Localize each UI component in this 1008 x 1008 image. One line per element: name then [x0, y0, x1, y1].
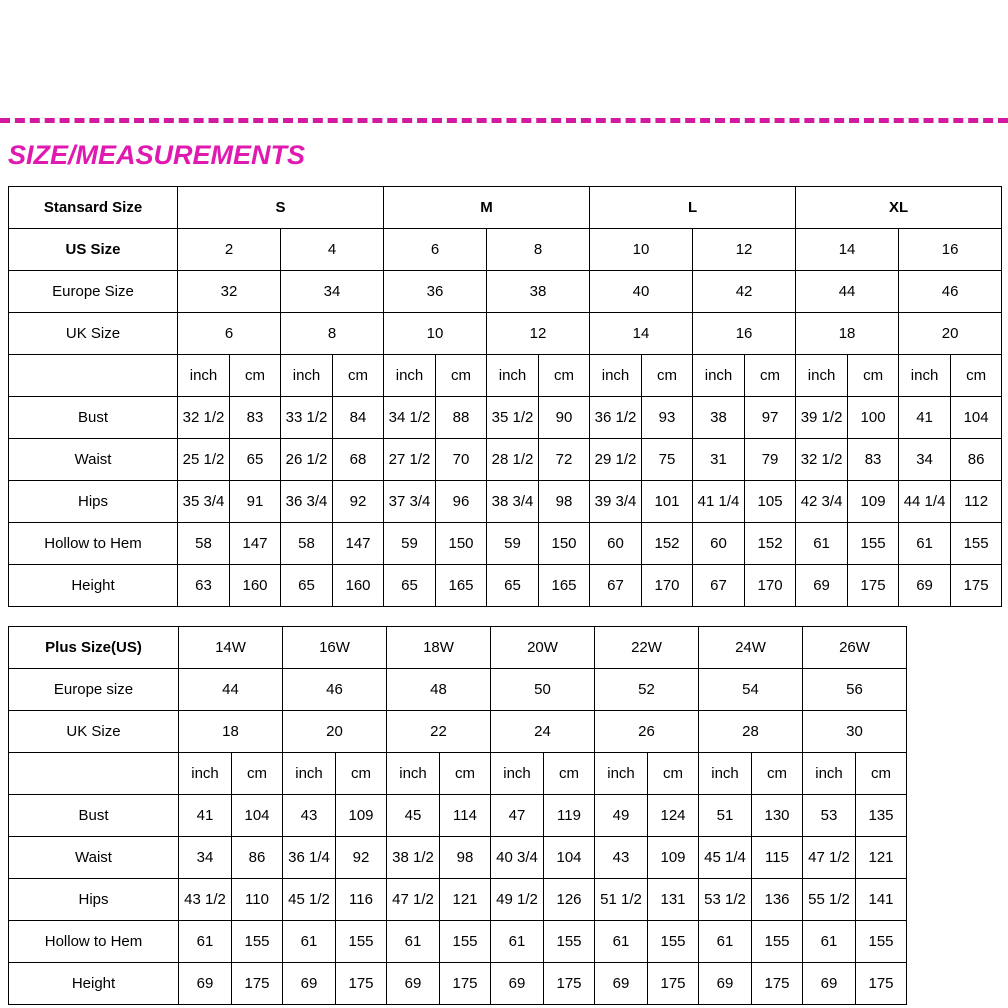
cell: 51: [699, 795, 752, 837]
cell: 6: [384, 229, 487, 271]
group-header-s: S: [178, 187, 384, 229]
cell: 175: [951, 565, 1002, 607]
cell: 41: [899, 397, 951, 439]
cell: 45 1/4: [699, 837, 752, 879]
unit-cell: cm: [440, 753, 491, 795]
cell: 46: [283, 669, 387, 711]
cell: 160: [333, 565, 384, 607]
cell: 58: [178, 523, 230, 565]
cell: 33 1/2: [281, 397, 333, 439]
cell: 25 1/2: [178, 439, 230, 481]
cell: 155: [440, 921, 491, 963]
cell: 40 3/4: [491, 837, 544, 879]
cell: 155: [336, 921, 387, 963]
table-row-europe-size: [9, 271, 1002, 313]
cell: 155: [848, 523, 899, 565]
cell: 49 1/2: [491, 879, 544, 921]
row-label: Hips: [9, 481, 178, 523]
cell: 69: [595, 963, 648, 1005]
row-label: Height: [9, 963, 179, 1005]
cell: 96: [436, 481, 487, 523]
cell: 36 1/4: [283, 837, 336, 879]
cell: 63: [178, 565, 230, 607]
cell: 61: [803, 921, 856, 963]
row-label-empty: [9, 355, 178, 397]
plus-size-header: 24W: [699, 627, 803, 669]
cell: 101: [642, 481, 693, 523]
cell: 61: [699, 921, 752, 963]
row-label-empty: [9, 753, 179, 795]
cell: 58: [281, 523, 333, 565]
cell: 40: [590, 271, 693, 313]
cell: 65: [281, 565, 333, 607]
cell: 27 1/2: [384, 439, 436, 481]
group-header-m: M: [384, 187, 590, 229]
cell: 41 1/4: [693, 481, 745, 523]
unit-cell: inch: [491, 753, 544, 795]
cell: 69: [699, 963, 752, 1005]
cell: 116: [336, 879, 387, 921]
unit-cell: cm: [856, 753, 907, 795]
cell: 42: [693, 271, 796, 313]
cell: 39 3/4: [590, 481, 642, 523]
cell: 20: [899, 313, 1002, 355]
table-row-units: [9, 753, 907, 795]
cell: 131: [648, 879, 699, 921]
unit-cell: cm: [539, 355, 590, 397]
cell: 147: [333, 523, 384, 565]
cell: 32 1/2: [178, 397, 230, 439]
table-row-hips: [9, 481, 1002, 523]
cell: 32: [178, 271, 281, 313]
cell: 175: [336, 963, 387, 1005]
cell: 65: [384, 565, 436, 607]
row-label: Hollow to Hem: [9, 921, 179, 963]
cell: 43: [595, 837, 648, 879]
table-row-height: [9, 963, 907, 1005]
plus-size-header: 18W: [387, 627, 491, 669]
cell: 91: [230, 481, 281, 523]
cell: 61: [179, 921, 232, 963]
cell: 4: [281, 229, 384, 271]
cell: 26 1/2: [281, 439, 333, 481]
cell: 47 1/2: [387, 879, 440, 921]
cell: 79: [745, 439, 796, 481]
table-row-us-size: [9, 229, 1002, 271]
cell: 14: [590, 313, 693, 355]
cell: 49: [595, 795, 648, 837]
row-label: US Size: [9, 229, 178, 271]
cell: 109: [848, 481, 899, 523]
cell: 155: [232, 921, 283, 963]
cell: 69: [491, 963, 544, 1005]
cell: 44: [796, 271, 899, 313]
cell: 170: [642, 565, 693, 607]
row-label: Europe Size: [9, 271, 178, 313]
dashed-divider: [0, 118, 1008, 123]
cell: 45 1/2: [283, 879, 336, 921]
cell: 92: [333, 481, 384, 523]
cell: 16: [899, 229, 1002, 271]
cell: 35 3/4: [178, 481, 230, 523]
plus-size-header: 20W: [491, 627, 595, 669]
cell: 175: [648, 963, 699, 1005]
unit-cell: cm: [544, 753, 595, 795]
cell: 44: [179, 669, 283, 711]
cell: 112: [951, 481, 1002, 523]
unit-cell: inch: [595, 753, 648, 795]
unit-cell: cm: [230, 355, 281, 397]
cell: 61: [491, 921, 544, 963]
cell: 39 1/2: [796, 397, 848, 439]
cell: 26: [595, 711, 699, 753]
row-label: UK Size: [9, 711, 179, 753]
cell: 109: [648, 837, 699, 879]
cell: 34: [899, 439, 951, 481]
table-row-group-header: [9, 187, 1002, 229]
row-label: Waist: [9, 837, 179, 879]
row-label: UK Size: [9, 313, 178, 355]
row-label: Waist: [9, 439, 178, 481]
unit-cell: cm: [336, 753, 387, 795]
cell: 45: [387, 795, 440, 837]
plus-size-header: 22W: [595, 627, 699, 669]
cell: 86: [232, 837, 283, 879]
cell: 109: [336, 795, 387, 837]
cell: 155: [752, 921, 803, 963]
cell: 165: [539, 565, 590, 607]
cell: 110: [232, 879, 283, 921]
cell: 114: [440, 795, 491, 837]
cell: 47: [491, 795, 544, 837]
cell: 65: [487, 565, 539, 607]
cell: 61: [387, 921, 440, 963]
cell: 30: [803, 711, 907, 753]
cell: 75: [642, 439, 693, 481]
cell: 67: [590, 565, 642, 607]
cell: 61: [283, 921, 336, 963]
corner-label: Plus Size(US): [9, 627, 179, 669]
cell: 69: [387, 963, 440, 1005]
cell: 98: [440, 837, 491, 879]
cell: 44 1/4: [899, 481, 951, 523]
cell: 8: [487, 229, 590, 271]
table-row-hips: [9, 879, 907, 921]
table-row-uk-size: [9, 711, 907, 753]
table-row-europe-size: [9, 669, 907, 711]
cell: 52: [595, 669, 699, 711]
cell: 12: [693, 229, 796, 271]
cell: 38: [487, 271, 590, 313]
unit-cell: inch: [281, 355, 333, 397]
table-row-bust: [9, 795, 907, 837]
unit-cell: inch: [693, 355, 745, 397]
cell: 29 1/2: [590, 439, 642, 481]
cell: 38: [693, 397, 745, 439]
row-label: Hollow to Hem: [9, 523, 178, 565]
cell: 18: [179, 711, 283, 753]
unit-cell: cm: [436, 355, 487, 397]
cell: 34: [179, 837, 232, 879]
cell: 53: [803, 795, 856, 837]
unit-cell: cm: [648, 753, 699, 795]
unit-cell: cm: [745, 355, 796, 397]
cell: 155: [856, 921, 907, 963]
cell: 83: [848, 439, 899, 481]
cell: 42 3/4: [796, 481, 848, 523]
cell: 61: [796, 523, 848, 565]
group-header-xl: XL: [796, 187, 1002, 229]
group-header-l: L: [590, 187, 796, 229]
unit-cell: inch: [178, 355, 230, 397]
cell: 61: [595, 921, 648, 963]
cell: 147: [230, 523, 281, 565]
cell: 18: [796, 313, 899, 355]
cell: 6: [178, 313, 281, 355]
cell: 12: [487, 313, 590, 355]
unit-cell: inch: [590, 355, 642, 397]
cell: 88: [436, 397, 487, 439]
cell: 56: [803, 669, 907, 711]
cell: 60: [693, 523, 745, 565]
cell: 36: [384, 271, 487, 313]
cell: 165: [436, 565, 487, 607]
cell: 14: [796, 229, 899, 271]
cell: 175: [232, 963, 283, 1005]
cell: 69: [899, 565, 951, 607]
cell: 53 1/2: [699, 879, 752, 921]
cell: 60: [590, 523, 642, 565]
cell: 20: [283, 711, 387, 753]
cell: 86: [951, 439, 1002, 481]
unit-cell: cm: [642, 355, 693, 397]
cell: 70: [436, 439, 487, 481]
cell: 115: [752, 837, 803, 879]
unit-cell: cm: [333, 355, 384, 397]
cell: 175: [544, 963, 595, 1005]
cell: 69: [796, 565, 848, 607]
table-row-uk-size: [9, 313, 1002, 355]
plus-size-table: [8, 626, 907, 1005]
cell: 126: [544, 879, 595, 921]
cell: 35 1/2: [487, 397, 539, 439]
unit-cell: cm: [848, 355, 899, 397]
cell: 130: [752, 795, 803, 837]
table-row-waist: [9, 439, 1002, 481]
cell: 175: [440, 963, 491, 1005]
table-row-height: [9, 565, 1002, 607]
cell: 54: [699, 669, 803, 711]
standard-size-table: [8, 186, 1002, 607]
cell: 155: [648, 921, 699, 963]
cell: 104: [544, 837, 595, 879]
cell: 152: [642, 523, 693, 565]
cell: 65: [230, 439, 281, 481]
cell: 119: [544, 795, 595, 837]
cell: 67: [693, 565, 745, 607]
cell: 59: [487, 523, 539, 565]
unit-cell: inch: [803, 753, 856, 795]
cell: 105: [745, 481, 796, 523]
unit-cell: inch: [899, 355, 951, 397]
page-title: SIZE/MEASUREMENTS: [8, 140, 306, 170]
cell: 72: [539, 439, 590, 481]
unit-cell: inch: [487, 355, 539, 397]
cell: 155: [544, 921, 595, 963]
cell: 141: [856, 879, 907, 921]
cell: 36 1/2: [590, 397, 642, 439]
table-row-plus-header: [9, 627, 907, 669]
unit-cell: cm: [752, 753, 803, 795]
cell: 90: [539, 397, 590, 439]
cell: 28: [699, 711, 803, 753]
cell: 135: [856, 795, 907, 837]
cell: 155: [951, 523, 1002, 565]
cell: 48: [387, 669, 491, 711]
cell: 47 1/2: [803, 837, 856, 879]
cell: 175: [848, 565, 899, 607]
cell: 150: [539, 523, 590, 565]
unit-cell: inch: [283, 753, 336, 795]
table-row-bust: [9, 397, 1002, 439]
cell: 34: [281, 271, 384, 313]
cell: 2: [178, 229, 281, 271]
cell: 97: [745, 397, 796, 439]
table-row-hollow-to-hem: [9, 523, 1002, 565]
cell: 150: [436, 523, 487, 565]
cell: 50: [491, 669, 595, 711]
cell: 69: [179, 963, 232, 1005]
cell: 10: [590, 229, 693, 271]
cell: 104: [232, 795, 283, 837]
cell: 51 1/2: [595, 879, 648, 921]
cell: 121: [856, 837, 907, 879]
cell: 59: [384, 523, 436, 565]
unit-cell: cm: [951, 355, 1002, 397]
cell: 61: [899, 523, 951, 565]
cell: 152: [745, 523, 796, 565]
plus-size-header: 16W: [283, 627, 387, 669]
cell: 28 1/2: [487, 439, 539, 481]
cell: 24: [491, 711, 595, 753]
unit-cell: inch: [179, 753, 232, 795]
cell: 8: [281, 313, 384, 355]
unit-cell: inch: [384, 355, 436, 397]
cell: 100: [848, 397, 899, 439]
unit-cell: cm: [232, 753, 283, 795]
cell: 93: [642, 397, 693, 439]
row-label: Hips: [9, 879, 179, 921]
cell: 37 3/4: [384, 481, 436, 523]
plus-size-header: 14W: [179, 627, 283, 669]
table-row-hollow-to-hem: [9, 921, 907, 963]
cell: 175: [856, 963, 907, 1005]
cell: 38 3/4: [487, 481, 539, 523]
cell: 38 1/2: [387, 837, 440, 879]
cell: 32 1/2: [796, 439, 848, 481]
row-label: Bust: [9, 795, 179, 837]
row-label: Europe size: [9, 669, 179, 711]
cell: 10: [384, 313, 487, 355]
cell: 104: [951, 397, 1002, 439]
cell: 41: [179, 795, 232, 837]
row-label: Bust: [9, 397, 178, 439]
cell: 43: [283, 795, 336, 837]
cell: 84: [333, 397, 384, 439]
cell: 34 1/2: [384, 397, 436, 439]
cell: 69: [803, 963, 856, 1005]
unit-cell: inch: [387, 753, 440, 795]
cell: 136: [752, 879, 803, 921]
cell: 31: [693, 439, 745, 481]
cell: 55 1/2: [803, 879, 856, 921]
cell: 121: [440, 879, 491, 921]
cell: 69: [283, 963, 336, 1005]
cell: 36 3/4: [281, 481, 333, 523]
cell: 68: [333, 439, 384, 481]
corner-label: Stansard Size: [9, 187, 178, 229]
cell: 43 1/2: [179, 879, 232, 921]
cell: 175: [752, 963, 803, 1005]
cell: 98: [539, 481, 590, 523]
plus-size-header: 26W: [803, 627, 907, 669]
unit-cell: inch: [699, 753, 752, 795]
table-row-waist: [9, 837, 907, 879]
cell: 170: [745, 565, 796, 607]
cell: 92: [336, 837, 387, 879]
table-row-units: [9, 355, 1002, 397]
row-label: Height: [9, 565, 178, 607]
cell: 124: [648, 795, 699, 837]
cell: 83: [230, 397, 281, 439]
unit-cell: inch: [796, 355, 848, 397]
cell: 46: [899, 271, 1002, 313]
cell: 22: [387, 711, 491, 753]
cell: 160: [230, 565, 281, 607]
cell: 16: [693, 313, 796, 355]
